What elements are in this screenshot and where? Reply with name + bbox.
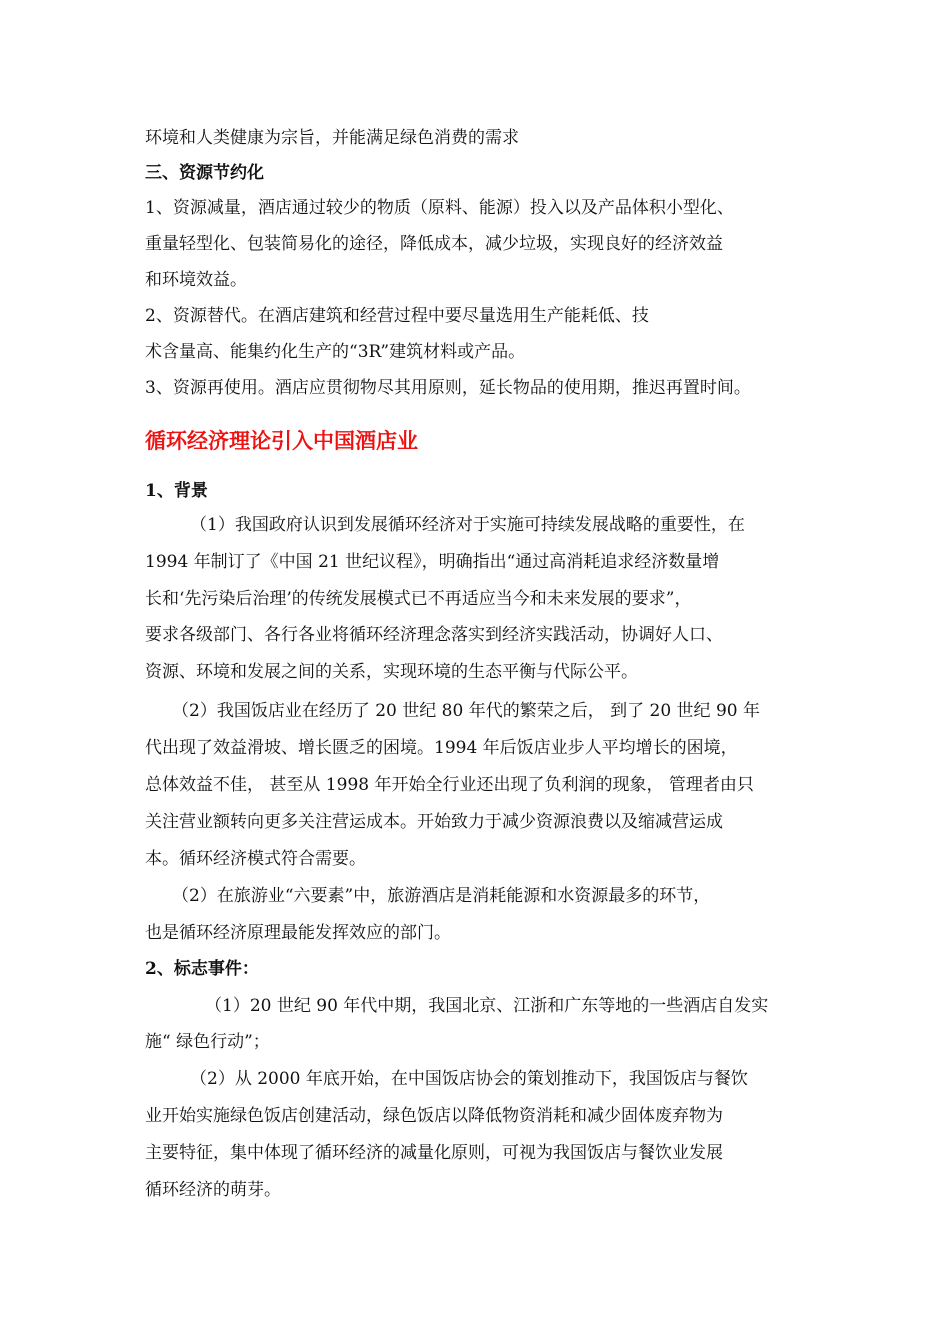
section-heading: 1、背景 — [145, 481, 208, 501]
paragraph-line: 也是循环经济原理最能发挥效应的部门。 — [145, 923, 451, 943]
paragraph-line: 本。循环经济模式符合需要。 — [145, 849, 366, 869]
paragraph-line: 要求各级部门、各行各业将循环经济理念落实到经济实践活动，协调好人口、 — [145, 625, 723, 645]
paragraph-line: （2）在旅游业“六要素”中，旅游酒店是消耗能源和水资源最多的环节， — [172, 886, 711, 906]
paragraph-line: 关注营业额转向更多关注营运成本。开始致力于减少资源浪费以及缩减营运成 — [145, 812, 723, 832]
paragraph-line: 3、资源再使用。酒店应贯彻物尽其用原则，延长物品的使用期，推迟再置时间。 — [145, 378, 751, 398]
paragraph-line: （2）我国饭店业在经历了 20 世纪 80 年代的繁荣之后， 到了 20 世纪 90 年 — [172, 701, 760, 721]
paragraph-line: 术含量高、能集约化生产的“3R”建筑材料或产品。 — [145, 342, 526, 362]
section-heading: 三、资源节约化 — [145, 163, 264, 183]
paragraph-line: 2、资源替代。在酒店建筑和经营过程中要尽量选用生产能耗低、技 — [145, 306, 649, 326]
paragraph-line: 施“ 绿色行动”； — [145, 1032, 270, 1052]
red-heading: 循环经济理论引入中国酒店业 — [145, 429, 418, 453]
section-heading: 2、标志事件： — [145, 959, 259, 979]
paragraph-line: （1）我国政府认识到发展循环经济对于实施可持续发展战略的重要性，在 — [190, 515, 745, 535]
paragraph-line: 1994 年制订了《中国 21 世纪议程》，明确指出“通过高消耗追求经济数量增 — [145, 552, 720, 572]
paragraph-line: 环境和人类健康为宗旨，并能满足绿色消费的需求 — [145, 128, 519, 148]
paragraph-line: 代出现了效益滑坡、增长匮乏的困境。1994 年后饭店业步人平均增长的困境， — [145, 738, 738, 758]
paragraph-line: 循环经济的萌芽。 — [145, 1180, 281, 1200]
paragraph-line: （2）从 2000 年底开始，在中国饭店协会的策划推动下，我国饭店与餐饮 — [190, 1069, 748, 1089]
paragraph-line: 主要特征，集中体现了循环经济的减量化原则，可视为我国饭店与餐饮业发展 — [145, 1143, 723, 1163]
paragraph-line: 重量轻型化、包装简易化的途径，降低成本，减少垃圾，实现良好的经济效益 — [145, 234, 723, 254]
paragraph-line: 资源、环境和发展之间的关系，实现环境的生态平衡与代际公平。 — [145, 662, 638, 682]
paragraph-line: 总体效益不佳， 甚至从 1998 年开始全行业还出现了负利润的现象， 管理者由只 — [145, 775, 754, 795]
paragraph-line: 1、资源减量，酒店通过较少的物质（原料、能源）投入以及产品体积小型化、 — [145, 198, 734, 218]
paragraph-line: （1）20 世纪 90 年代中期，我国北京、江浙和广东等地的一些酒店自发实 — [205, 996, 769, 1016]
paragraph-line: 长和‘先污染后治理’的传统发展模式已不再适应当今和未来发展的要求”， — [145, 589, 692, 609]
paragraph-line: 和环境效益。 — [145, 270, 247, 290]
paragraph-line: 业开始实施绿色饭店创建活动，绿色饭店以降低物资消耗和减少固体废弃物为 — [145, 1106, 723, 1126]
